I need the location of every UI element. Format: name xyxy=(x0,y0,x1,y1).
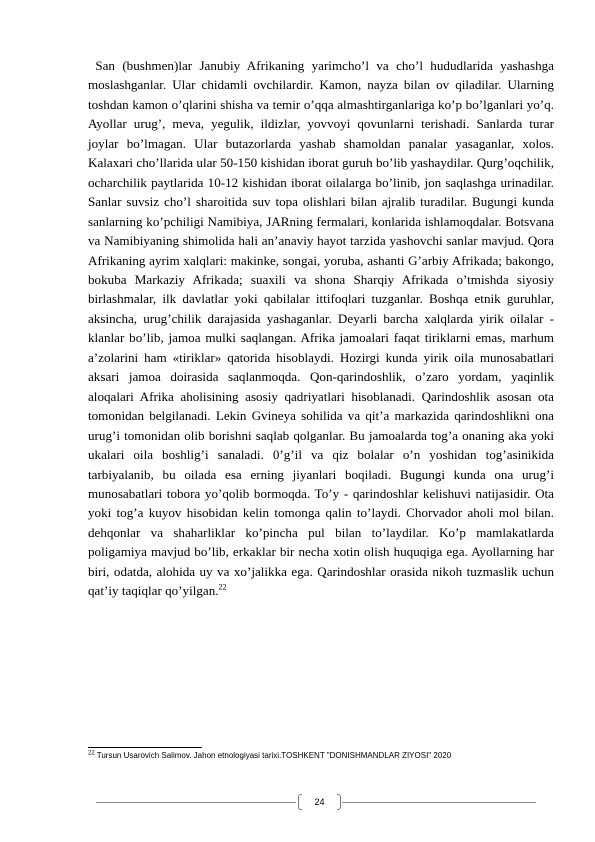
footnote-separator xyxy=(88,747,202,748)
page-number-bracket-right xyxy=(337,794,341,810)
page-number-rule-right xyxy=(342,802,536,803)
page-number: 24 xyxy=(314,797,325,807)
footnote xyxy=(88,751,554,761)
body-paragraph xyxy=(88,56,554,601)
footnote-reference[interactable]: 22 xyxy=(218,582,227,592)
footnote-text: Tursun Usarovich Salimov. Jahon etnologiyasi tarixi.TOSHKENT "DONISHMANDLAR ZIYOSI" 2020 xyxy=(94,751,452,760)
page-number-rule-left xyxy=(96,802,296,803)
footnote-number: 22 xyxy=(88,750,95,757)
paragraph-text: San (bushmen)lar Janubiy Afrikaning yarimcho’l va cho’l hududlarida yashashga moslashganlar. Ular chidamli ovchilardir. Kamon, nayza bilan ov qiladilar. Ularning toshdan kamon o’qlarini shisha va temir o’qqa almashtirganlariga ko’p bo’lganlari yo’q. Ayollar urug’, meva, yegulik, ildizlar, yovvoyi qovunlarni terishadi. Sanlarda turar joylar bo’lmagan. Ular butazorlarda yashab shamoldan panalar yasaganlar, xolos. Kalaxari cho’llarida ular 50-150 kishidan iborat guruh bo’lib yashaydilar. Qurg’oqchilik, ocharchilik paytlarida 10-12 kishidan iborat oilalarga bo’linib, jon saqlashga urinadilar. Sanlar suvsiz cho’l sharoitida suv topa olishlari bilan ajralib turadilar. Bugungi kunda sanlarning ko’pchiligi Namibiya, JARning fermalari, konlarida ishlamoqdalar. Botsvana va Namibiyaning shimolida hali an’anaviy hayot tarzida yashovchi sanlar mavjud. Qora Afrikaning ayrim xalqlari: makinke, songai, yoruba, ashanti G’arbiy Afrikada; bakongo, bokuba Markaziy Afrikada; suaxili va shona Sharqiy Afrikada o’tmishda siyosiy birlashmalar, ilk davlatlar yoki qabilalar ittifoqlari tuzganlar. Boshqa etnik guruhlar, aksincha, urug’chilik darajasida yashaganlar. Deyarli barcha xalqlarda yirik oilalar - klanlar bo’lib, jamoa mulki saqlangan. Afrika jamoalari faqat tiriklarni emas, marhum a’zolarini ham «tiriklar» qatorida hisoblaydi. Hozirgi kunda yirik oila munosabatlari aksari jamoa doirasida saqlanmoqda. Qon-qarindoshlik, o’zaro yordam, yaqinlik aloqalari Afrika aholisining asosiy qadriyatlari hisoblanadi. Qarindoshlik asosan ota tomonidan belgilanadi. Lekin Gvineya sohilida va qit’a markazida qarindoshlikni ona urug’i tomonidan olib borishni saqlab qolganlar. Bu jamoalarda tog’a onaning aka yoki ukalari oila boshlig’i sanaladi. 0’g’il va qiz bolalar o’n yoshidan tog’asinikida tarbiyalanib, bu oilada esa erning jiyanlari boqiladi. Bugungi kunda ona urug’i munosabatlari tobora yo’qolib bormoqda. To’y - qarindoshlar kelishuvi natijasidir. Ota yoki tog’a kuyov hisobidan kelin tomonga qalin to’laydi. Chorvador aholi mol bilan. dehqonlar va shaharliklar ko’pincha pul bilan to’laydilar. Ko’p mamlakatlarda poligamiya mavjud bo’lib, erkaklar bir necha xotin olish huquqiga ega. Ayollarning har biri, odatda, alohida uy va xo’jalikka ega. Qarindoshlar orasida nikoh tuzmaslik uchun qat’iy taqiqlar qo’yilgan. xyxy=(88,58,554,599)
